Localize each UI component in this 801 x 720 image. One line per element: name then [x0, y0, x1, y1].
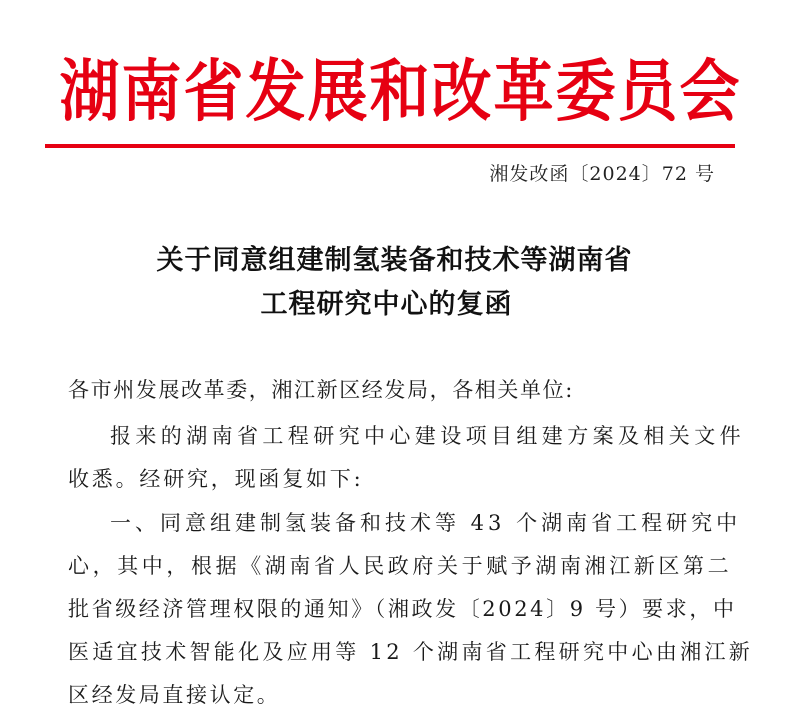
- document-title-line-1: 关于同意组建制氢装备和技术等湖南省: [156, 245, 633, 276]
- paragraph-2-line-2: 心，其中，根据《湖南省人民政府关于赋予湖南湘江新区第二: [68, 554, 733, 578]
- paragraph-1-line-2: 收悉。经研究，现函复如下:: [68, 467, 364, 491]
- paragraph-1-line-1: 报来的湖南省工程研究中心建设项目组建方案及相关文件: [110, 424, 745, 448]
- paragraph-2-line-1: 一、同意组建制氢装备和技术等 43 个湖南省工程研究中: [110, 511, 742, 535]
- document-number: 湘发改函〔2024〕72 号: [489, 163, 715, 185]
- addressee-line: 各市州发展改革委，湘江新区经发局，各相关单位:: [68, 378, 574, 402]
- paragraph-2-line-4: 医适宜技术智能化及应用等 12 个湖南省工程研究中心由湘江新: [68, 640, 754, 664]
- paragraph-2-line-3: 批省级经济管理权限的通知》（湘政发〔2024〕9 号）要求，中: [68, 597, 737, 621]
- red-header-rule: [45, 144, 735, 148]
- paragraph-2-line-5: 区经发局直接认定。: [68, 683, 281, 707]
- document-title-line-2: 工程研究中心的复函: [260, 289, 513, 320]
- issuer-masthead: 湖南省发展和改革委员会: [59, 53, 742, 132]
